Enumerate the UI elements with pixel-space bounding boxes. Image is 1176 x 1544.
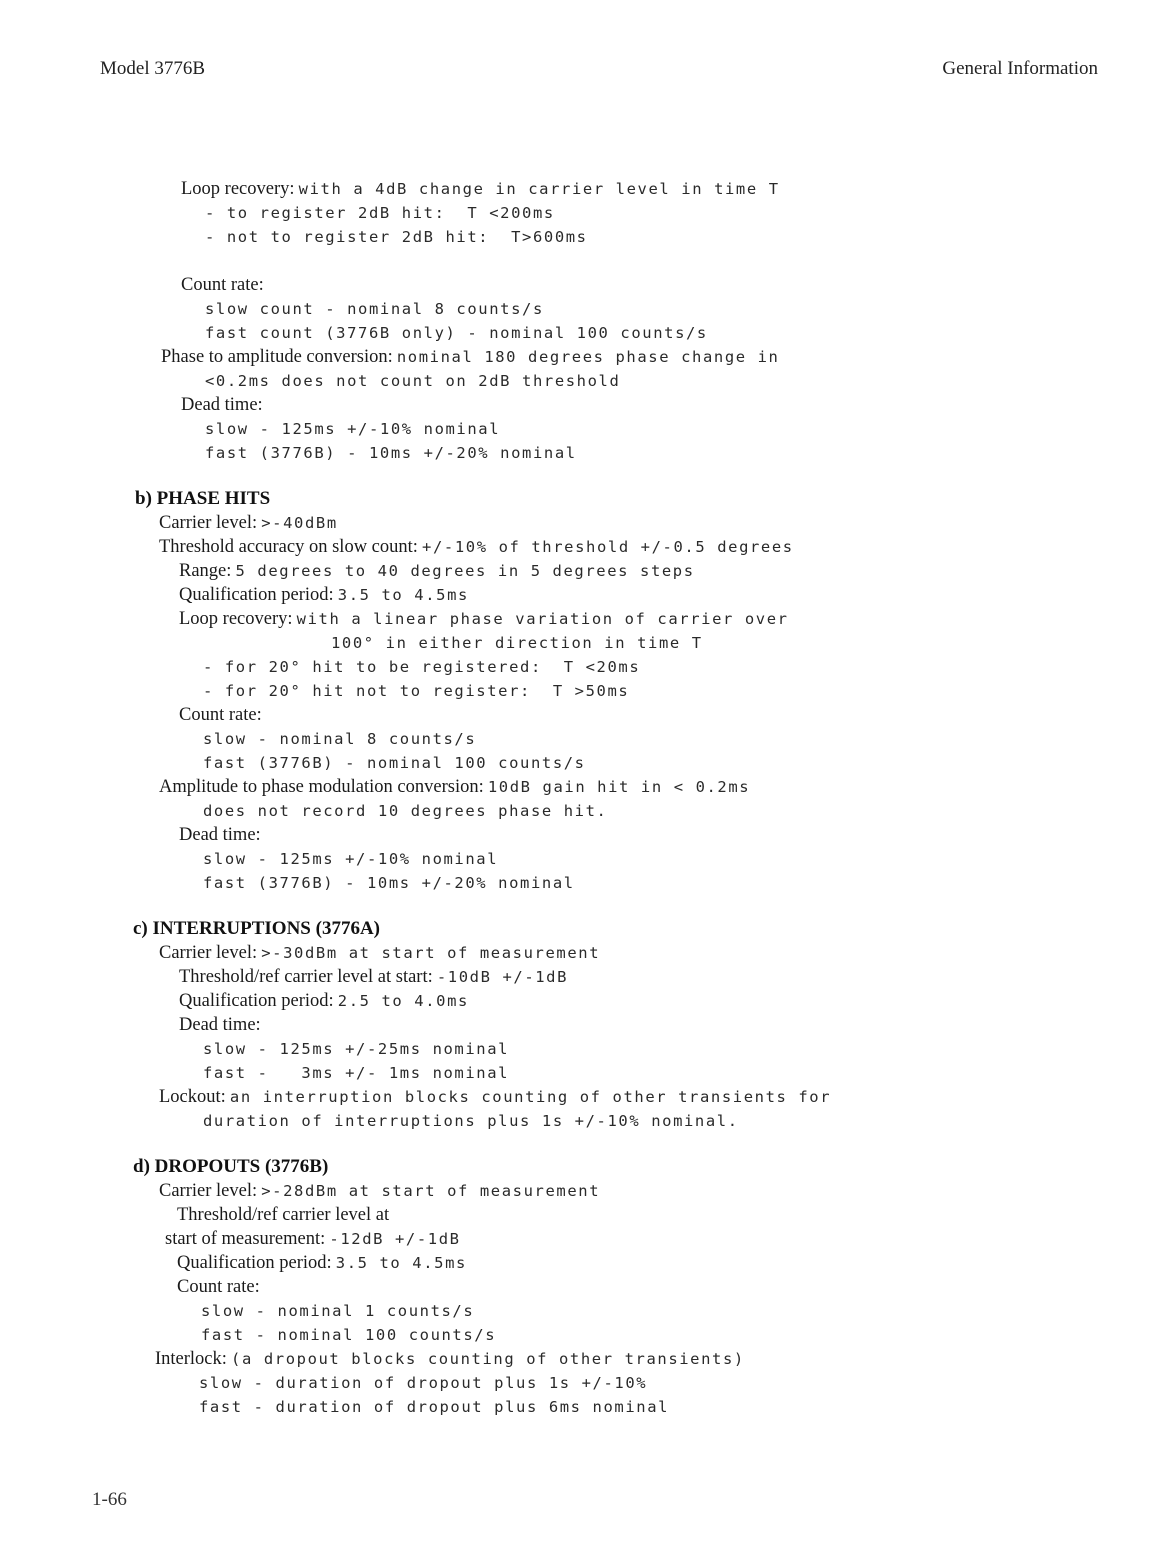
header-model: Model 3776B bbox=[100, 58, 206, 79]
spec-label: Carrier level: bbox=[159, 513, 258, 533]
spec-label: Loop recovery: bbox=[181, 179, 295, 199]
spec-text: <0.2ms does not count on 2dB threshold bbox=[205, 372, 621, 390]
spec-text: does not record 10 degrees phase hit. bbox=[203, 802, 608, 820]
spec-text: fast (3776B) - 10ms +/-20% nominal bbox=[203, 874, 575, 892]
spec-line bbox=[205, 297, 544, 321]
spec-line bbox=[177, 1251, 467, 1275]
spec-label: Dead time: bbox=[179, 825, 261, 845]
page-number: 1-66 bbox=[92, 1489, 127, 1510]
spec-line bbox=[165, 1227, 461, 1251]
spec-text: >-40dBm bbox=[261, 514, 338, 532]
spec-line bbox=[159, 511, 338, 535]
spec-line bbox=[203, 1109, 739, 1133]
spec-line bbox=[179, 559, 695, 583]
spec-line bbox=[199, 1395, 669, 1419]
spec-line bbox=[155, 1347, 745, 1371]
spec-text: - for 20° hit not to register: T >50ms bbox=[203, 682, 630, 700]
spec-label: Qualification period: bbox=[179, 991, 334, 1011]
spec-line bbox=[159, 535, 794, 559]
spec-label: Phase to amplitude conversion: bbox=[161, 347, 393, 367]
spec-line bbox=[203, 871, 575, 895]
spec-line bbox=[203, 847, 498, 871]
spec-label: Threshold accuracy on slow count: bbox=[159, 537, 418, 557]
spec-line bbox=[179, 823, 261, 847]
spec-label: Qualification period: bbox=[177, 1253, 332, 1273]
spec-text: slow - duration of dropout plus 1s +/-10% bbox=[199, 1374, 648, 1392]
section-title: c) INTERRUPTIONS (3776A) bbox=[133, 918, 380, 939]
spec-text: - for 20° hit to be registered: T <20ms bbox=[203, 658, 641, 676]
section-heading-dropouts bbox=[133, 1155, 328, 1179]
spec-text: duration of interruptions plus 1s +/-10% nominal. bbox=[203, 1112, 739, 1130]
spec-label: Carrier level: bbox=[159, 943, 258, 963]
spec-line bbox=[179, 703, 262, 727]
spec-line bbox=[205, 201, 555, 225]
spec-text: fast count (3776B only) - nominal 100 counts/s bbox=[205, 324, 708, 342]
header-section: General Information bbox=[942, 58, 1098, 79]
spec-line bbox=[203, 799, 607, 823]
spec-text: fast - 3ms +/- 1ms nominal bbox=[203, 1064, 510, 1082]
spec-line bbox=[199, 1371, 647, 1395]
spec-text: slow - nominal 8 counts/s bbox=[203, 730, 477, 748]
spec-line bbox=[201, 1323, 496, 1347]
spec-text: slow - 125ms +/-10% nominal bbox=[205, 420, 501, 438]
spec-line bbox=[181, 177, 780, 201]
spec-text: slow - 125ms +/-10% nominal bbox=[203, 850, 499, 868]
spec-label: Interlock: bbox=[155, 1349, 227, 1369]
spec-text: fast (3776B) - 10ms +/-20% nominal bbox=[205, 444, 577, 462]
spec-text: fast (3776B) - nominal 100 counts/s bbox=[203, 754, 586, 772]
section-heading-phase-hits bbox=[135, 487, 270, 511]
spec-line bbox=[181, 273, 264, 297]
spec-line bbox=[331, 631, 703, 655]
spec-label: Threshold/ref carrier level at bbox=[177, 1205, 390, 1225]
spec-label: Dead time: bbox=[181, 395, 263, 415]
spec-text: with a 4dB change in carrier level in time T bbox=[298, 180, 780, 198]
spec-text: 3.5 to 4.5ms bbox=[337, 586, 469, 604]
spec-line bbox=[179, 989, 469, 1013]
spec-line bbox=[179, 1013, 261, 1037]
spec-line bbox=[159, 1179, 600, 1203]
spec-label: Count rate: bbox=[181, 275, 264, 295]
spec-line bbox=[159, 775, 750, 799]
section-title: b) PHASE HITS bbox=[135, 488, 271, 509]
spec-text: nominal 180 degrees phase change in bbox=[396, 348, 780, 366]
spec-line bbox=[159, 941, 600, 965]
spec-label: Loop recovery: bbox=[179, 609, 293, 629]
spec-label: Count rate: bbox=[177, 1277, 260, 1297]
spec-text: - to register 2dB hit: T <200ms bbox=[205, 204, 555, 222]
spec-text: >-30dBm at start of measurement bbox=[261, 944, 601, 962]
spec-line bbox=[201, 1299, 474, 1323]
spec-line bbox=[177, 1275, 260, 1299]
section-title: d) DROPOUTS (3776B) bbox=[133, 1156, 329, 1177]
spec-text: slow count - nominal 8 counts/s bbox=[205, 300, 544, 318]
spec-line bbox=[203, 751, 586, 775]
spec-text: -10dB +/-1dB bbox=[436, 968, 569, 986]
spec-line bbox=[203, 1037, 509, 1061]
spec-label: start of measurement: bbox=[165, 1229, 326, 1249]
spec-line bbox=[159, 1085, 831, 1109]
spec-label: Lockout: bbox=[159, 1087, 226, 1107]
spec-line bbox=[205, 369, 620, 393]
spec-line bbox=[179, 965, 568, 989]
spec-label: Range: bbox=[179, 561, 232, 581]
spec-label: Count rate: bbox=[179, 705, 262, 725]
spec-line bbox=[205, 441, 577, 465]
spec-text: fast - duration of dropout plus 6ms nominal bbox=[199, 1398, 670, 1416]
spec-line bbox=[203, 655, 640, 679]
spec-text: 5 degrees to 40 degrees in 5 degrees steps bbox=[235, 562, 695, 580]
spec-text: -12dB +/-1dB bbox=[329, 1230, 461, 1248]
spec-text: (a dropout blocks counting of other transients) bbox=[231, 1350, 745, 1368]
spec-text: an interruption blocks counting of other transients for bbox=[229, 1088, 832, 1106]
spec-text: >-28dBm at start of measurement bbox=[261, 1182, 601, 1200]
spec-line bbox=[179, 583, 469, 607]
spec-line bbox=[181, 393, 263, 417]
spec-text: - not to register 2dB hit: T>600ms bbox=[205, 228, 588, 246]
spec-text: 2.5 to 4.0ms bbox=[337, 992, 469, 1010]
spec-label: Threshold/ref carrier level at start: bbox=[179, 967, 433, 987]
spec-line bbox=[205, 321, 708, 345]
spec-text: fast - nominal 100 counts/s bbox=[201, 1326, 497, 1344]
spec-text: slow - 125ms +/-25ms nominal bbox=[203, 1040, 510, 1058]
section-heading-interruptions bbox=[133, 917, 380, 941]
spec-line bbox=[205, 417, 500, 441]
spec-label: Amplitude to phase modulation conversion: bbox=[159, 777, 484, 797]
spec-text: +/-10% of threshold +/-0.5 degrees bbox=[422, 538, 794, 556]
spec-text: slow - nominal 1 counts/s bbox=[201, 1302, 475, 1320]
spec-text: 100° in either direction in time T bbox=[331, 634, 703, 652]
spec-line bbox=[179, 607, 789, 631]
spec-line bbox=[177, 1203, 389, 1227]
spec-text: 10dB gain hit in < 0.2ms bbox=[487, 778, 751, 796]
spec-line bbox=[161, 345, 779, 369]
spec-label: Qualification period: bbox=[179, 585, 334, 605]
spec-line bbox=[203, 1061, 509, 1085]
spec-label: Dead time: bbox=[179, 1015, 261, 1035]
spec-line bbox=[203, 727, 476, 751]
spec-line bbox=[203, 679, 629, 703]
spec-text: 3.5 to 4.5ms bbox=[335, 1254, 467, 1272]
spec-text: with a linear phase variation of carrier over bbox=[296, 610, 789, 628]
spec-line bbox=[205, 225, 588, 249]
spec-label: Carrier level: bbox=[159, 1181, 258, 1201]
